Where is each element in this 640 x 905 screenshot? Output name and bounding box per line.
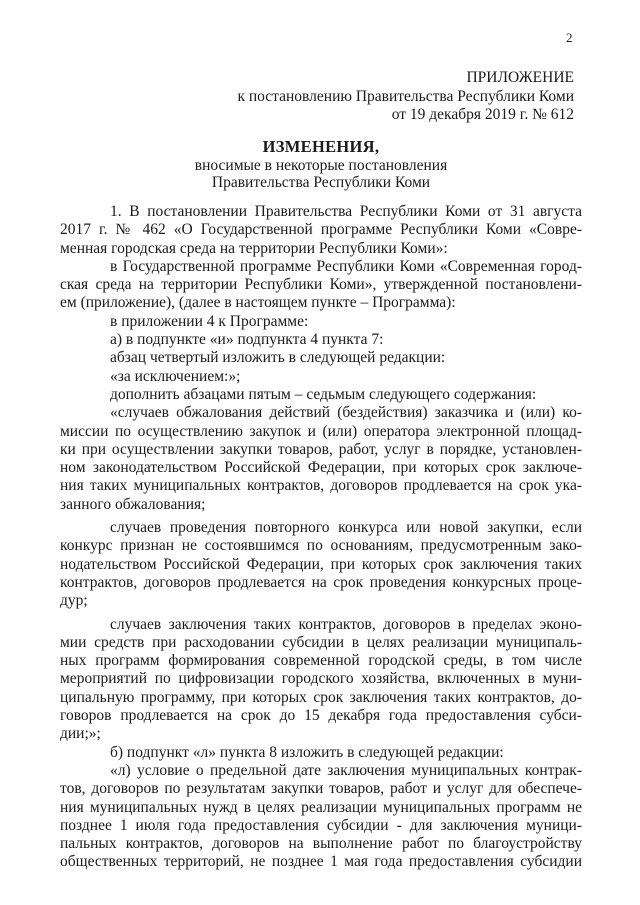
appendix-label: ПРИЛОЖЕНИЕ xyxy=(466,69,574,86)
body-line: дур; xyxy=(60,592,88,610)
body-line: случаев заключения таких контрактов, договоров в пределах эконо- xyxy=(110,615,582,633)
body-line: миссии по осуществлению закупок и (или) оператора электронной площад- xyxy=(60,422,582,440)
body-line: занного обжалования; xyxy=(60,495,206,513)
body-line: случаев проведения повторного конкурса или новой закупки, если xyxy=(110,519,582,537)
body-line: «случаев обжалования действий (бездействия) заказчика и (или) ко- xyxy=(110,404,582,422)
body-line: в Государственной программе Республики Коми «Современная город- xyxy=(110,257,582,275)
body-line: нодательством Российской Федерации, при которых срок заключения таких xyxy=(60,555,582,573)
body-line: ская среда на территории Республики Коми», утвержденной постановлени- xyxy=(60,276,582,294)
body-line: дии;»; xyxy=(60,725,101,743)
body-line: позднее 1 июля года предоставления субсидии - для заключения муници- xyxy=(60,816,582,834)
body-line: ем (приложение), (далее в настоящем пункте – Программа): xyxy=(60,294,456,312)
body-line: контрактов, договоров продлевается на срок проведения конкурсных проце- xyxy=(60,573,582,591)
body-line: «л) условие о предельной дате заключения муниципальных контрак- xyxy=(110,761,582,779)
appendix-date: от 19 декабря 2019 г. № 612 xyxy=(391,106,574,123)
body-line: мероприятий по цифровизации городского хозяйства, включенных в муни- xyxy=(60,670,582,688)
body-line: говоров продлевается на срок до 15 декабря года предоставления субси- xyxy=(60,707,582,725)
body-line: пальных контрактов, договоров на выполнение работ по благоустройству xyxy=(60,835,582,853)
body-line: б) подпункт «л» пункта 8 изложить в следующей редакции: xyxy=(110,743,504,761)
body-line: общественных территорий, не позднее 1 мая года предоставления субсидии xyxy=(60,853,582,871)
body-line: 1. В постановлении Правительства Республики Коми от 31 августа xyxy=(110,203,582,220)
body-line: ния таких муниципальных контрактов, договоров продлевается на срок ука- xyxy=(60,477,582,495)
body-line: 2017 г. № 462 «О Государственной программе Республики Коми «Совре- xyxy=(60,221,582,239)
body-line: в приложении 4 к Программе: xyxy=(110,312,309,330)
body-line: ки при осуществлении закупки товаров, работ, услуг в порядке, установлен- xyxy=(60,440,582,458)
title-subtitle-2: Правительства Республики Коми xyxy=(211,174,431,191)
title-subtitle-1: вносимые в некоторые постановления xyxy=(194,156,448,174)
body-line: абзац четвертый изложить в следующей редакции: xyxy=(110,349,446,367)
body-line: а) в подпункте «и» подпункта 4 пункта 7: xyxy=(110,331,384,349)
body-line: «за исключением:»; xyxy=(110,367,241,385)
body-line: ния муниципальных нужд в целях реализации муниципальных программ не xyxy=(60,798,582,816)
body-line: конкурс признан не состоявшимся по основаниям, предусмотренным зако- xyxy=(60,537,582,555)
document-body xyxy=(60,203,582,872)
body-line: мии средств при расходовании субсидии в целях реализации муниципаль- xyxy=(60,633,582,651)
body-line: тов, договоров по результатам закупки товаров, работ и услуг для обеспече- xyxy=(60,780,582,798)
body-line: менная городская среда на территории Республики Коми»: xyxy=(60,239,448,257)
title-main: ИЗМЕНЕНИЯ, xyxy=(262,137,380,156)
document-title xyxy=(60,138,582,192)
appendix-header xyxy=(237,69,574,125)
body-line: дополнить абзацами пятым – седьмым следующего содержания: xyxy=(110,385,537,403)
body-line: ных программ формирования современной городской среды, в том числе xyxy=(60,652,582,670)
appendix-reference: к постановлению Правительства Республики Коми xyxy=(237,87,574,105)
body-line: ном законодательством Российской Федерации, при которых срок заключе- xyxy=(60,459,582,477)
page-number: 2 xyxy=(566,30,573,45)
body-line: ципальную программу, при которых срок заключения таких контрактов, до- xyxy=(60,688,582,706)
